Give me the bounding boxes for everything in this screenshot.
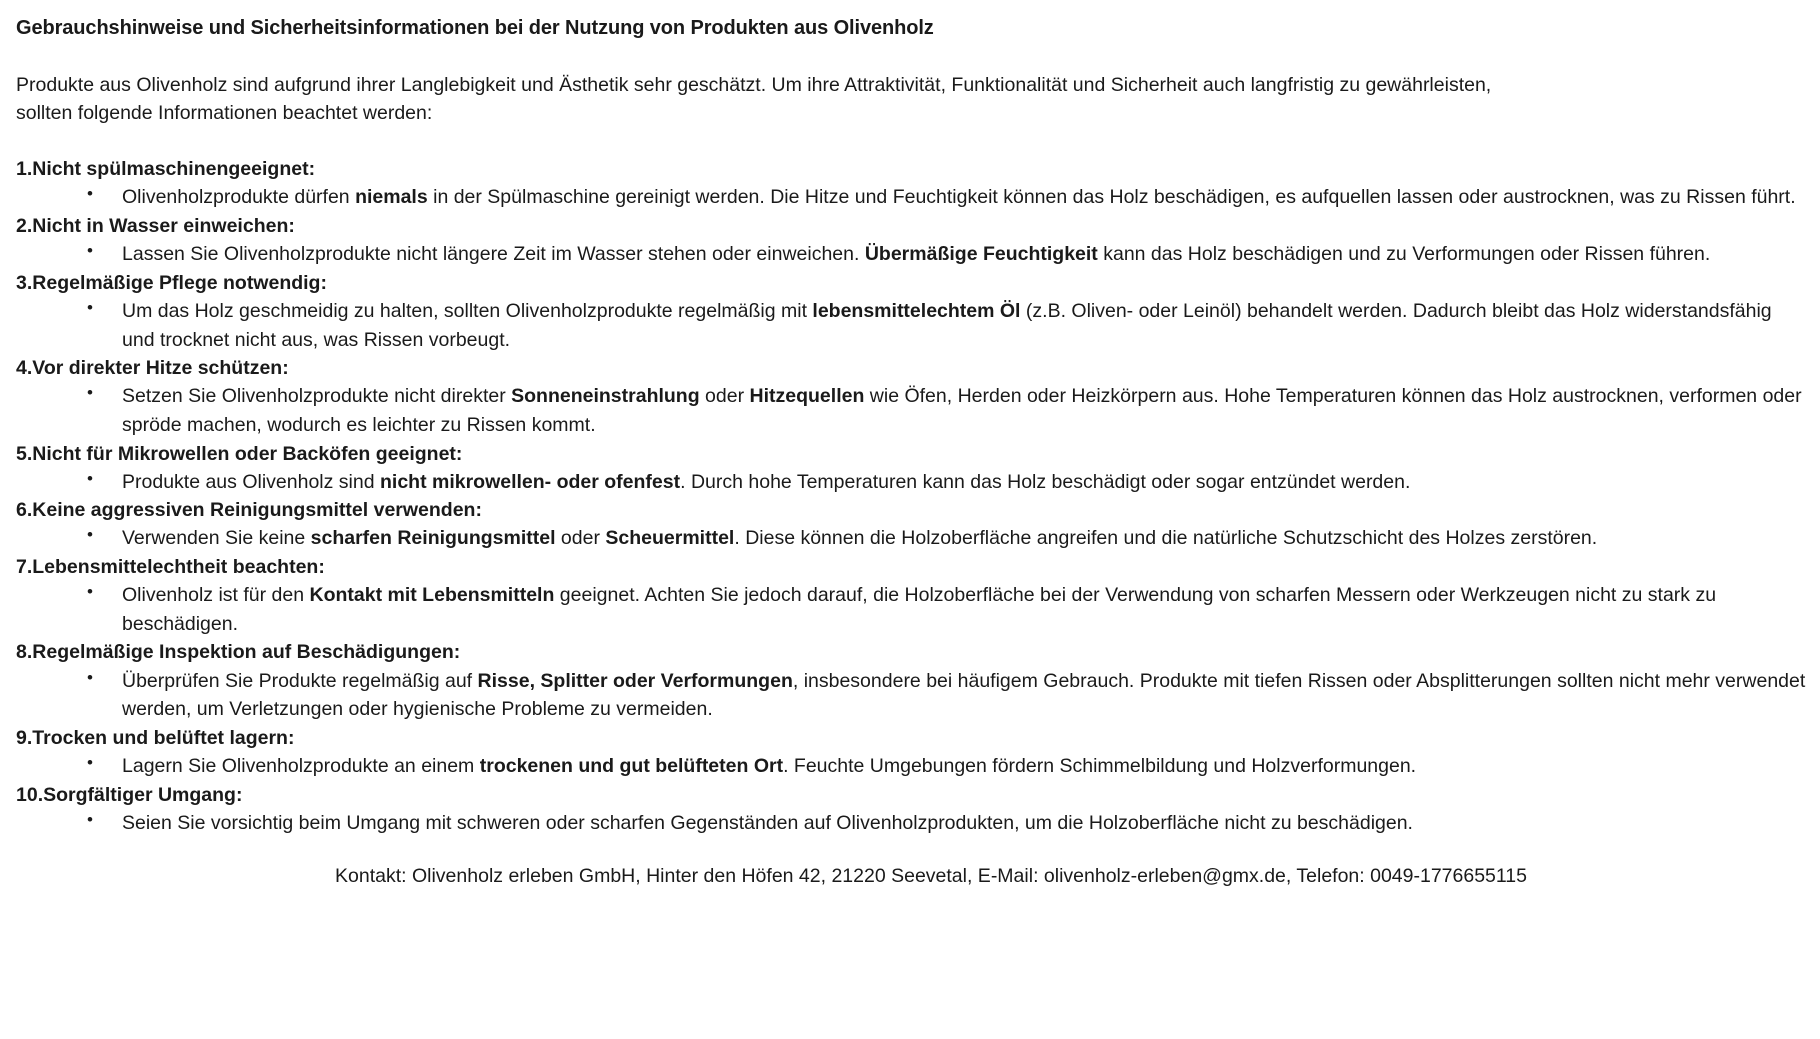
bullet-item — [84, 240, 1808, 269]
list-item-heading — [16, 269, 1808, 297]
bullet-text: Lagern Sie Olivenholzprodukte an einem — [122, 754, 480, 777]
bullet-list — [14, 468, 1808, 497]
intro-paragraph — [16, 72, 1808, 127]
list-item-heading-text: Sorgfältiger Umgang: — [43, 783, 243, 806]
list-item-number: 7. — [16, 556, 33, 579]
instructions-list — [14, 155, 1808, 837]
list-item-number: 9. — [16, 726, 33, 749]
bullet-item — [84, 468, 1808, 497]
bullet-text: Überprüfen Sie Produkte regelmäßig auf — [122, 669, 478, 692]
list-item-number: 6. — [16, 499, 33, 522]
list-item-heading-text: Keine aggressiven Reinigungsmittel verwenden: — [32, 499, 482, 522]
list-item — [14, 638, 1808, 723]
intro-line-1: Produkte aus Olivenholz sind aufgrund ihrer Langlebigkeit und Ästhetik sehr geschätzt. Um ihre Attraktivität, Funktionalität und Sicherheit auch langfristig zu gewährleisten, — [16, 74, 1492, 96]
list-item-heading — [16, 440, 1808, 468]
list-item-number: 1. — [16, 158, 33, 181]
bullet-text: Verwenden Sie keine — [122, 527, 311, 550]
bullet-text: geeignet. Achten Sie jedoch darauf, die Holzoberfläche bei der Verwendung von scharfen Messern oder Werkzeugen nicht zu stark zu beschädigen. — [122, 584, 1717, 635]
list-item — [14, 553, 1808, 638]
list-item-heading — [16, 638, 1808, 666]
bullet-text: Olivenholz ist für den — [122, 584, 310, 607]
list-item-heading-text: Trocken und belüftet lagern: — [32, 726, 295, 749]
bullet-emphasis: Kontakt mit Lebensmitteln — [309, 584, 555, 607]
bullet-text: . Feuchte Umgebungen fördern Schimmelbildung und Holzverformungen. — [783, 754, 1417, 777]
bullet-item — [84, 183, 1808, 212]
list-item-heading-text: Regelmäßige Pflege notwendig: — [32, 271, 327, 294]
list-item-number: 10. — [16, 783, 44, 806]
list-item-heading — [16, 354, 1808, 382]
list-item-heading-text: Nicht spülmaschinengeeignet: — [32, 158, 316, 181]
bullet-text: Produkte aus Olivenholz sind — [122, 470, 380, 493]
bullet-emphasis: niemals — [355, 186, 428, 209]
bullet-item — [84, 524, 1808, 553]
bullet-list — [14, 809, 1808, 838]
intro-line-2: sollten folgende Informationen beachtet werden: — [16, 101, 433, 124]
list-item-heading — [16, 496, 1808, 524]
list-item-heading — [16, 155, 1808, 183]
bullet-list — [14, 297, 1808, 354]
bullet-item — [84, 382, 1808, 439]
bullet-emphasis: scharfen Reinigungsmittel — [310, 527, 556, 550]
bullet-item — [84, 809, 1808, 838]
bullet-text: in der Spülmaschine gereinigt werden. Die Hitze und Feuchtigkeit können das Holz beschädigen, es aufquellen lassen oder austrocknen, was zu Rissen führt. — [427, 186, 1796, 209]
contact-line: Kontakt: Olivenholz erleben GmbH, Hinter den Höfen 42, 21220 Seevetal, E-Mail: olivenholz-erleben@gmx.de, Telefon: 0049-1776655115 — [335, 865, 1527, 888]
bullet-item — [84, 667, 1808, 724]
list-item-number: 2. — [16, 215, 33, 238]
bullet-emphasis: Hitzequellen — [749, 385, 865, 408]
bullet-emphasis: Scheuermittel — [605, 527, 735, 550]
list-item — [14, 269, 1808, 354]
list-item-heading — [16, 781, 1808, 809]
list-item-heading-text: Nicht in Wasser einweichen: — [32, 215, 295, 238]
list-item-number: 8. — [16, 641, 33, 664]
list-item-heading-text: Nicht für Mikrowellen oder Backöfen geeignet: — [32, 442, 463, 465]
list-item-number: 3. — [16, 271, 33, 294]
bullet-list — [14, 667, 1808, 724]
page-title: Gebrauchshinweise und Sicherheitsinformationen bei der Nutzung von Produkten aus Olivenholz — [16, 17, 934, 39]
bullet-emphasis: Sonneneinstrahlung — [511, 385, 700, 408]
bullet-text: oder — [555, 527, 606, 550]
list-item — [14, 781, 1808, 838]
bullet-text: , insbesondere bei häufigem Gebrauch. Produkte mit tiefen Rissen oder Absplitterungen sollten nicht mehr verwendet werden, um Verletzungen oder hygienische Probleme zu vermeiden. — [122, 669, 1806, 721]
bullet-list — [14, 581, 1808, 638]
list-item — [14, 354, 1808, 439]
bullet-text: (z.B. Oliven- oder Leinöl) behandelt werden. Dadurch bleibt das Holz widerstandsfähig und trocknet nicht aus, was Rissen vorbeugt. — [122, 299, 1772, 351]
list-item — [14, 212, 1808, 269]
bullet-list — [14, 752, 1808, 781]
bullet-text: Seien Sie vorsichtig beim Umgang mit schweren oder scharfen Gegenständen auf Olivenholzprodukten, um die Holzoberfläche nicht zu beschädigen. — [122, 811, 1413, 834]
list-item-heading — [16, 212, 1808, 240]
list-item — [14, 440, 1808, 497]
list-item — [14, 155, 1808, 212]
bullet-emphasis: trockenen und gut belüfteten Ort — [479, 754, 784, 777]
bullet-emphasis: nicht mikrowellen- oder ofenfest — [379, 470, 681, 493]
bullet-text: wie Öfen, Herden oder Heizkörpern aus. Hohe Temperaturen können das Holz austrocknen, verformen oder spröde machen, wodurch es leichter zu Rissen kommt. — [122, 385, 1802, 436]
bullet-text: oder — [699, 385, 750, 408]
bullet-list — [14, 524, 1808, 553]
bullet-list — [14, 183, 1808, 212]
list-item-heading — [16, 724, 1808, 752]
bullet-text: Um das Holz geschmeidig zu halten, sollten Olivenholzprodukte regelmäßig mit — [122, 299, 813, 322]
list-item-heading-text: Vor direkter Hitze schützen: — [32, 357, 289, 380]
bullet-text: . Durch hohe Temperaturen kann das Holz beschädigt oder sogar entzündet werden. — [680, 470, 1411, 493]
bullet-emphasis: Risse, Splitter oder Verformungen — [477, 669, 793, 692]
bullet-list — [14, 240, 1808, 269]
bullet-emphasis: lebensmittelechtem Öl — [812, 299, 1021, 322]
bullet-emphasis: Übermäßige Feuchtigkeit — [864, 243, 1098, 266]
list-item-heading-text: Lebensmittelechtheit beachten: — [32, 556, 325, 579]
bullet-list — [14, 382, 1808, 439]
bullet-text: kann das Holz beschädigen und zu Verformungen oder Rissen führen. — [1097, 243, 1711, 266]
list-item-number: 4. — [16, 357, 33, 380]
list-item — [14, 724, 1808, 781]
bullet-text: . Diese können die Holzoberfläche angreifen und die natürliche Schutzschicht des Holzes zerstören. — [734, 527, 1598, 550]
bullet-text: Setzen Sie Olivenholzprodukte nicht direkter — [122, 385, 512, 408]
bullet-text: Olivenholzprodukte dürfen — [122, 186, 356, 209]
bullet-item — [84, 581, 1808, 638]
bullet-item — [84, 752, 1808, 781]
list-item-heading-text: Regelmäßige Inspektion auf Beschädigungen: — [32, 641, 461, 664]
bullet-item — [84, 297, 1808, 354]
list-item-number: 5. — [16, 442, 33, 465]
list-item — [14, 496, 1808, 553]
list-item-heading — [16, 553, 1808, 581]
bullet-text: Lassen Sie Olivenholzprodukte nicht längere Zeit im Wasser stehen oder einweichen. — [122, 243, 865, 266]
